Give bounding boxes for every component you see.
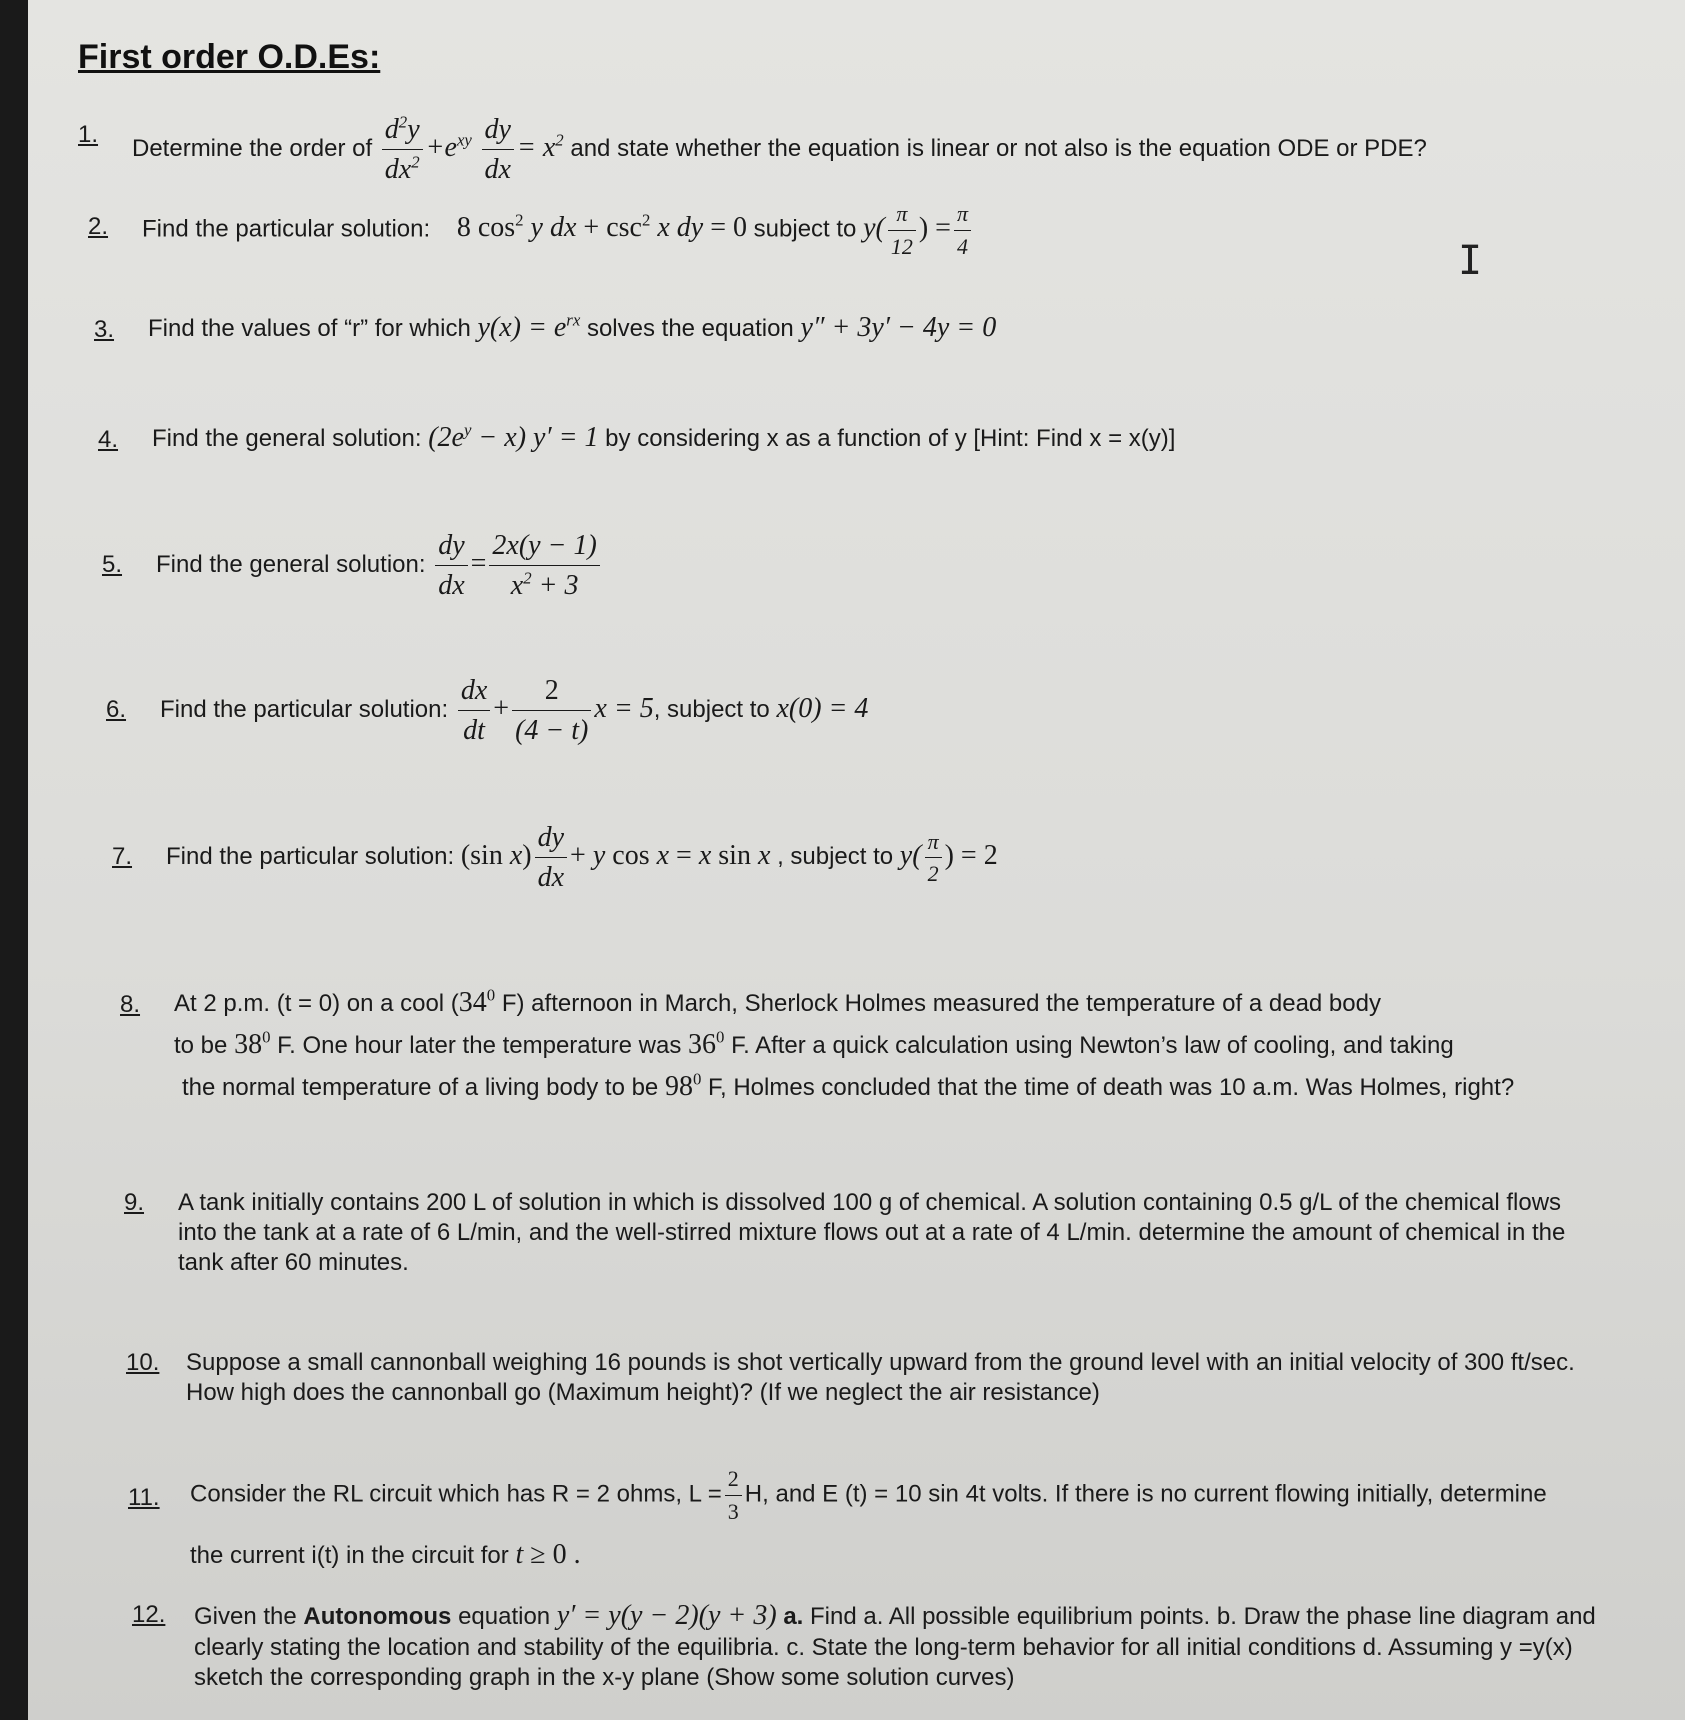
question-text: subject to — [753, 215, 857, 243]
question-text: F) afternoon in March, Sherlock Holmes measured the temperature of a dead body — [501, 990, 1381, 1017]
question-text: At 2 p.m. (t = 0) on a cool ( — [174, 990, 459, 1017]
question-10 — [126, 1348, 1666, 1428]
question-5: 5. Find the general solution: $\frac{dy}{dx}$ = $\frac{2x(y - 1)}{x^2 + 3}$ — [102, 520, 902, 610]
question-text: the normal temperature of a living body to be — [182, 1074, 659, 1101]
question-number: 2. — [88, 213, 109, 240]
question-text: Autonomous — [303, 1603, 452, 1630]
question-text: Find the general solution: — [156, 550, 426, 578]
question-text: , subject to — [777, 842, 894, 870]
page-title: First order O.D.Es: — [78, 38, 381, 76]
question-text: Find the particular solution: — [160, 695, 449, 723]
question-text: equation — [458, 1603, 551, 1630]
question-number: 4. — [98, 426, 119, 453]
question-text: F. One hour later the temperature was — [277, 1032, 682, 1059]
question-4 — [98, 420, 1298, 470]
question-text: Find a. All possible equilibrium points. b. Draw the phase line diagram and clearly stating the location and stability of the equilibria. c. State the long-term behavior for all initial conditions d. Assuming y =y(x) sketch the corresponding graph in the x-y plane (Show some solution curves) — [194, 1603, 1596, 1691]
equation: 8 $\cos^2 y$ dx + $\csc^2 x$ dy = 0 — [456, 211, 747, 244]
equation-fraction: $\frac{dx}{dt}$ — [458, 673, 490, 748]
question-number: 7. — [112, 843, 133, 870]
question-number: 3. — [94, 316, 115, 343]
equation: $(2e^y - x) y' = 1$ — [428, 420, 599, 453]
question-8: 8. At 2 p.m. (t = 0) on a cool ($34^0$ F) afternoon in March, Sherlock Holmes measured the temperature of a dead body to be $38^0$ F. One hour later the temperature was $36^0$ F. After a quick calculation using Newton’s law of cooling, and taking the normal temperature of a living body to be $98^0$ F, Holmes concluded that the time of death was 10 a.m. Was Holmes, right? — [120, 985, 1515, 1102]
question-number: 11. — [128, 1484, 160, 1511]
question-text: Find the general solution: — [152, 425, 422, 452]
question-text: Given the — [194, 1603, 297, 1630]
question-text: H, and E (t) = 10 sin 4t volts. If there is no current flowing initially, determine — [744, 1480, 1547, 1508]
worksheet-page — [28, 0, 1685, 1720]
question-11: 11. Consider the RL circuit which has R = 2 ohms, L = $\frac{2}{3}$ H, and E (t) = 10 sin 4t volts. If there is no current flowing initially, determine the current i(t) in the circuit for t ≥ 0 . — [128, 1466, 1547, 1570]
equation: $y(x) = e^{rx}$ — [477, 310, 581, 343]
question-9 — [124, 1188, 1664, 1288]
initial-condition: y( — [863, 212, 885, 244]
equation-fraction: $\frac{2}{(4 - t)}$ — [512, 673, 591, 748]
question-number: 12. — [132, 1601, 166, 1628]
equation-term: $+e^{xy}$ — [425, 130, 472, 163]
question-number: 8. — [120, 991, 141, 1018]
equation: y″ + 3y′ − 4y = 0 — [800, 312, 997, 343]
question-text: solves the equation — [586, 315, 794, 342]
question-text: , subject to — [653, 695, 770, 723]
question-text: Suppose a small cannonball weighing 16 pounds is shot vertically upward from the ground level with an initial velocity of 300 ft/sec. How high does the cannonball go (Maximum height)? (If we neglect the air resistance) — [186, 1349, 1575, 1406]
initial-condition: y( — [899, 839, 922, 871]
question-text: Find the particular solution: — [142, 215, 431, 243]
question-text: a. — [783, 1603, 804, 1630]
equation-fraction: $\frac{dy}{dx}$ — [435, 528, 467, 603]
question-7: 7. Find the particular solution: (sin x) $\frac{dy}{dx}$ + y cos x = x sin x , subject to y( $\frac{\pi}{2}$ ) = 2 — [112, 822, 998, 893]
equation-fraction: $\frac{d^2y}{dx^2}$ — [382, 112, 423, 187]
question-12 — [132, 1598, 1672, 1718]
question-text: A tank initially contains 200 L of solution in which is dissolved 100 g of chemical. A solution containing 0.5 g/L of the chemical flows into the tank at a rate of 6 L/min, and the well-stirred mixture flows out at a rate of 4 L/min. determine the amount of chemical in the tank after 60 minutes. — [178, 1189, 1566, 1276]
question-text: by considering x as a function of y [Hint: Find x = x(y)] — [605, 425, 1176, 452]
question-number: 5. — [102, 551, 123, 578]
question-text: F. After a quick calculation using Newton’s law of cooling, and taking — [731, 1032, 1454, 1059]
question-text: and state whether the equation is linear or not also is the equation ODE or PDE? — [570, 134, 1427, 162]
equation: y′ = y(y − 2)(y + 3) — [556, 1600, 777, 1631]
text-cursor-icon: I — [1458, 238, 1483, 284]
question-text: Determine the order of — [132, 134, 373, 162]
question-6: 6. Find the particular solution: $\frac{dx}{dt}$ + $\frac{2}{(4 - t)}$ x = 5, subject to x(0) = 4 — [106, 675, 869, 746]
question-3 — [94, 310, 1194, 360]
equation: (sin x) — [460, 839, 532, 871]
question-1 — [78, 90, 1638, 185]
question-text: Find the values of “r” for which — [148, 315, 471, 342]
question-text: Find the particular solution: — [166, 842, 455, 870]
question-text: F, Holmes concluded that the time of death was 10 a.m. Was Holmes, right? — [708, 1074, 1515, 1101]
question-number: 1. — [78, 121, 99, 148]
question-text: the current i(t) in the circuit for — [190, 1542, 509, 1569]
question-text: to be — [174, 1032, 228, 1059]
equation-fraction: $\frac{2x(y - 1)}{x^2 + 3}$ — [489, 528, 599, 603]
question-number: 10. — [126, 1349, 160, 1376]
question-number: 9. — [124, 1189, 145, 1216]
question-2: 2. Find the particular solution: 8 $\cos^2 y$ dx + $\csc^2 x$ dy = 0 subject to y( $\frac{\pi}{12}$ ) = $\frac{\pi}{4}$ — [88, 200, 1188, 280]
question-text: Consider the RL circuit which has R = 2 ohms, L = — [190, 1480, 722, 1508]
equation-fraction: $\frac{dy}{dx}$ — [482, 112, 514, 187]
equation-term: = $x^2$ — [516, 130, 564, 163]
question-number: 6. — [106, 696, 127, 723]
initial-condition: x(0) = 4 — [776, 692, 869, 724]
